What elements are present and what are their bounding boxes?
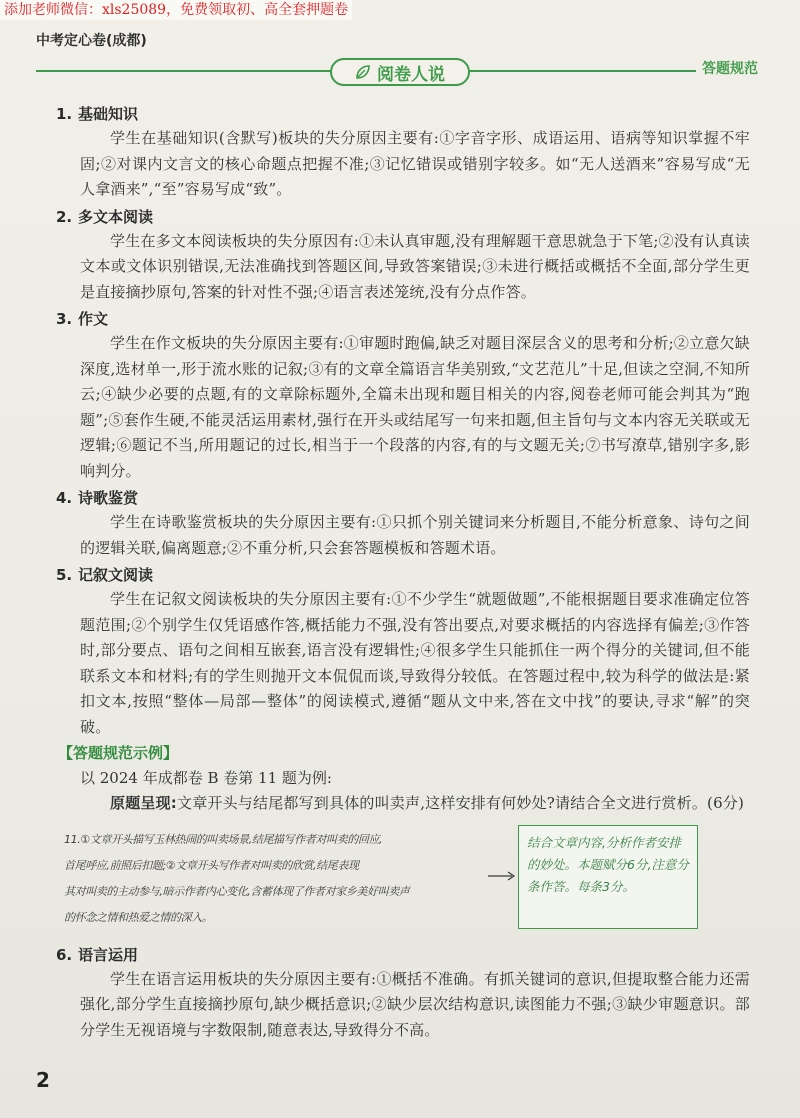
section-2	[56, 205, 750, 306]
section-heading	[56, 943, 750, 967]
question-text: 文章开头与结尾都写到具体的叫卖声,这样安排有何妙处?请结合全文进行赏析。(6分)	[177, 794, 745, 812]
example-intro: 以 2024 年成都卷 B 卷第 11 题为例:	[80, 769, 332, 787]
section-text: 学生在记叙文阅读板块的失分原因主要有:①不少学生“就题做题”,不能根据题目要求准确定位答题范围;②个别学生仅凭语感作答,概括能力不强,没有答出要点,对要求概括的内容选择有偏差;③作答时,部分要点、语句之间相互嵌套,语言没有逻辑性;④很多学生只能抓住一两个得分的关键词,但不能联系文本和材料;有的学生则抛开文本侃侃而谈,导致得分较低。在答题过程中,较为科学的做法是:紧扣文本,按照“整体—局部—整体”的阅读模式,遵循“题从文中来,答在文中找”的要诀,寻求“解”的突破。	[80, 590, 750, 736]
section-heading	[56, 102, 750, 126]
handwritten-line: 11.①文章开头描写玉林热闹的叫卖场景,结尾描写作者对叫卖的回应,	[64, 832, 383, 846]
section-heading	[56, 307, 750, 331]
section-text: 学生在多文本阅读板块的失分原因有:①未认真审题,没有理解题干意思就急于下笔;②没有认真读文本或文体识别错误,无法准确找到答题区间,导致答案错误;③未进行概括或概括不全面,部分学生更是直接摘抄原句,答案的针对性不强;④语言表述笼统,没有分点作答。	[80, 231, 750, 301]
arrow-icon	[488, 871, 516, 881]
grading-note: 结合文章内容,分析作者安排的妙处。本题赋分6分,注意分条作答。每条3分。	[518, 825, 698, 929]
leaf-icon	[355, 64, 371, 80]
section-title: 诗歌鉴赏	[78, 489, 139, 507]
section-text: 学生在基础知识(含默写)板块的失分原因主要有:①字音字形、成语运用、语病等知识掌握不牢固;②对课内文言文的核心命题点把握不准;③记忆错误或错别字较多。如“无人送酒来”容易写成“无人拿酒来”,“至”容易写成“致”。	[80, 129, 750, 198]
section-title: 语言运用	[78, 945, 139, 964]
example-question	[56, 791, 750, 817]
section-text: 学生在语言运用板块的失分原因主要有:①概括不准确。有抓关键词的意识,但提取整合能力还需强化,部分学生直接摘抄原句,缺少概括意识;②缺少层次结构意识,读图能力不强;③缺少审题意识。部分学生无视语境与字数限制,随意表达,导致得分不高。	[80, 969, 750, 1039]
section-number: 2.	[56, 207, 73, 226]
question-label: 原题呈现:	[110, 794, 177, 812]
book-title: 中考定心卷(成都)	[36, 33, 147, 49]
section-number: 4.	[56, 489, 73, 507]
section-number: 6.	[56, 945, 73, 964]
handwritten-line: 其对叫卖的主动参与,暗示作者内心变化,含蓄体现了作者对家乡美好叫卖声	[64, 884, 410, 898]
section-number: 5.	[56, 566, 73, 584]
watermark-text: 添加老师微信：xls25089，免费领取初、高全套押题卷	[0, 0, 352, 20]
header-tag: 答题规范	[696, 58, 764, 78]
example-heading: 【答题规范示例】	[58, 744, 179, 762]
section-title: 多文本阅读	[78, 207, 154, 226]
answer-area	[56, 821, 750, 941]
handwritten-line: 首尾呼应,前照后扣题;②文章开头写作者对叫卖的欣赏,结尾表现	[64, 858, 359, 872]
section-4	[56, 486, 750, 561]
section-text: 学生在作文板块的失分原因主要有:①审题时跑偏,缺乏对题目深层含义的思考和分析;②立意欠缺深度,选材单一,形于流水账的记叙;③有的文章全篇语言华美别致,“文艺范儿”十足,但读之空洞,不知所云;④缺少必要的点题,有的文章除标题外,全篇未出现和题目相关的内容,阅卷老师可能会判其为“跑题”;⑤套作生硬,不能灵活运用素材,强行在开头或结尾写一句来扣题,但主旨句与文本内容无关联或无逻辑;⑥题记不当,所用题记的过长,相当于一个段落的内容,有的与文题无关;⑦书写潦草,错别字多,影响判分。	[80, 334, 750, 480]
section-heading	[56, 205, 750, 229]
section-number: 3.	[56, 310, 73, 328]
section-banner	[330, 58, 470, 86]
section-1	[56, 102, 750, 203]
section-number: 1.	[56, 105, 73, 123]
banner-title: 阅卷人说	[377, 64, 445, 85]
section-title: 基础知识	[78, 105, 139, 123]
page-number: 2	[36, 1068, 50, 1092]
section-5	[56, 563, 750, 740]
section-3	[56, 307, 750, 484]
section-6	[56, 943, 750, 1044]
section-title: 作文	[78, 310, 109, 328]
section-heading	[56, 563, 750, 587]
example-block	[56, 740, 750, 941]
main-content	[56, 100, 750, 1043]
section-heading	[56, 486, 750, 510]
section-text: 学生在诗歌鉴赏板块的失分原因主要有:①只抓个别关键词来分析题目,不能分析意象、诗句之间的逻辑关联,偏离题意;②不重分析,只会套答题模板和答题术语。	[80, 513, 750, 557]
handwritten-answer	[64, 827, 484, 931]
section-title: 记叙文阅读	[78, 566, 154, 584]
handwritten-line: 的怀念之情和热爱之情的深入。	[64, 910, 213, 924]
